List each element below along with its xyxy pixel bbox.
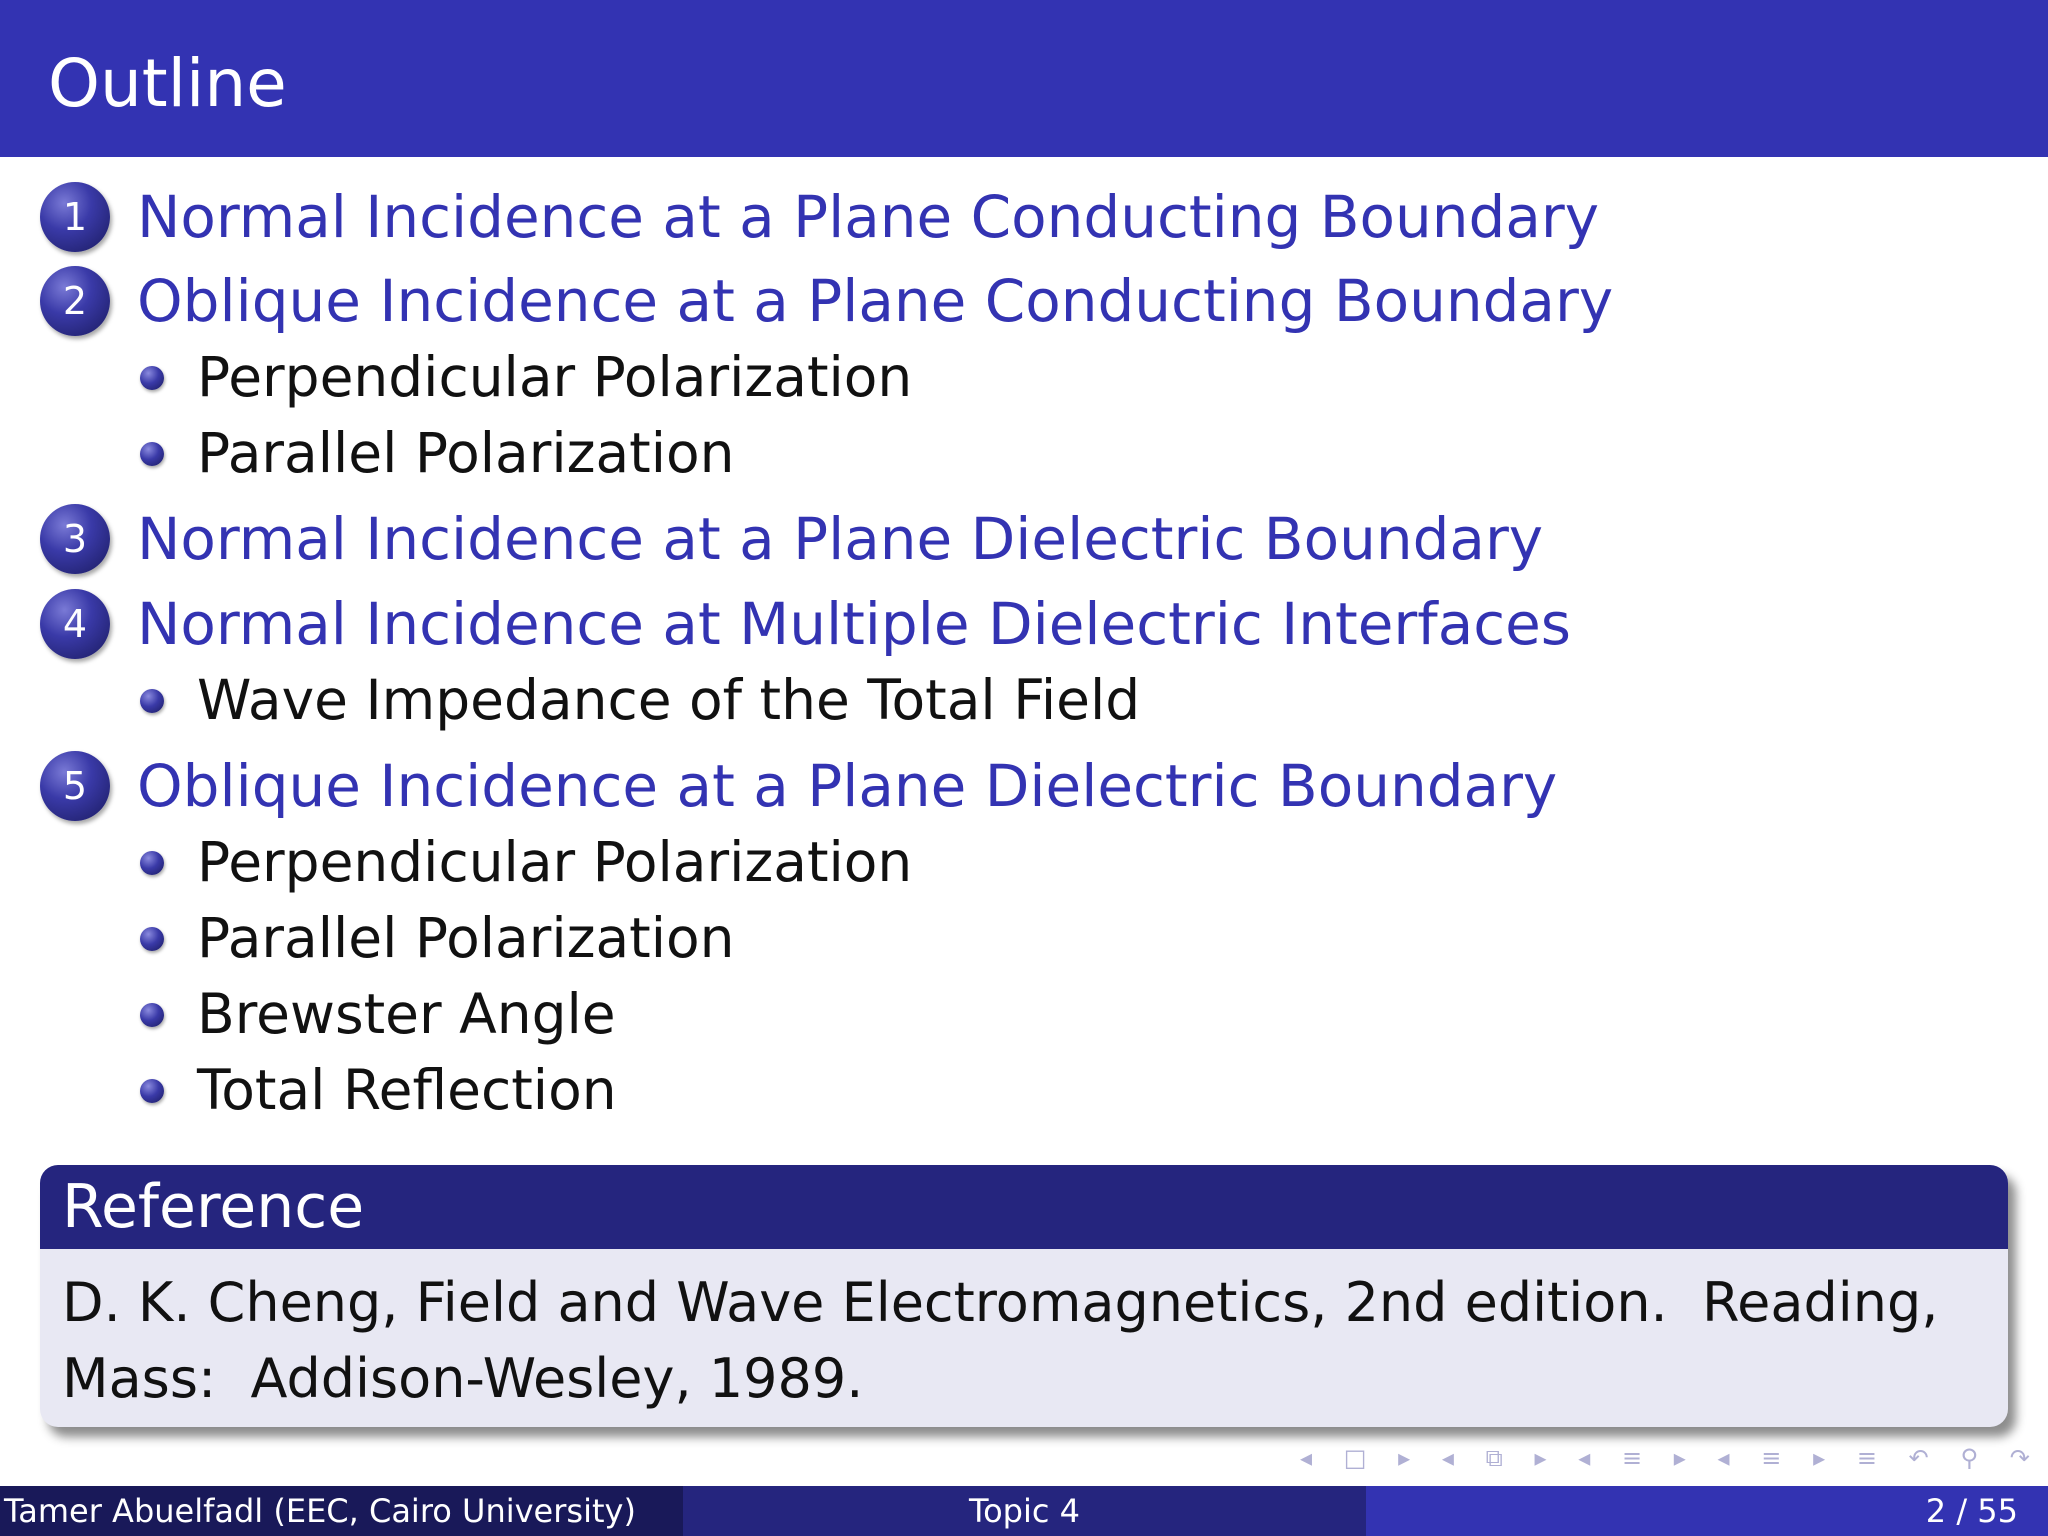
footer-bar bbox=[0, 1486, 2048, 1536]
section-number-ball: 2 bbox=[40, 266, 110, 336]
appendix-icon[interactable]: ≡ bbox=[1761, 1444, 1782, 1472]
bullet-icon bbox=[140, 689, 164, 713]
subsection-title[interactable]: Parallel Polarization bbox=[197, 906, 735, 970]
back-icon[interactable]: ↶ bbox=[1908, 1444, 1929, 1472]
reference-block bbox=[40, 1165, 2008, 1427]
footer-page-number: 2 / 55 bbox=[1366, 1486, 2048, 1536]
bullet-icon bbox=[140, 1003, 164, 1027]
subsection-title[interactable]: Brewster Angle bbox=[197, 982, 616, 1046]
reference-line-2: Mass: Addison-Wesley, 1989. bbox=[62, 1347, 864, 1410]
forward-icon[interactable]: ↷ bbox=[2009, 1444, 2030, 1472]
subsection-icon[interactable]: ⧉ bbox=[1485, 1444, 1503, 1472]
section-title[interactable]: Oblique Incidence at a Plane Dielectric Boundary bbox=[137, 752, 1558, 820]
section-title[interactable]: Oblique Incidence at a Plane Conducting Boundary bbox=[137, 267, 1614, 335]
footer-topic: Topic 4 bbox=[683, 1486, 1366, 1536]
subsection-title[interactable]: Total Reflection bbox=[197, 1058, 617, 1122]
section-icon[interactable]: ≡ bbox=[1621, 1444, 1643, 1472]
subsection-title[interactable]: Wave Impedance of the Total Field bbox=[197, 668, 1141, 732]
prev-section-icon[interactable]: ◂ bbox=[1578, 1444, 1591, 1472]
next-appendix-icon[interactable]: ▸ bbox=[1813, 1444, 1826, 1472]
section-number-ball: 4 bbox=[40, 589, 110, 659]
next-frame-icon[interactable]: ▸ bbox=[1398, 1444, 1411, 1472]
reference-block-header bbox=[40, 1165, 2008, 1249]
subsection-title[interactable]: Perpendicular Polarization bbox=[197, 345, 913, 409]
section-number-ball: 1 bbox=[40, 182, 110, 252]
next-subsection-icon[interactable]: ▸ bbox=[1534, 1444, 1547, 1472]
bullet-icon bbox=[140, 1079, 164, 1103]
subsection-title[interactable]: Perpendicular Polarization bbox=[197, 830, 913, 894]
bullet-icon bbox=[140, 927, 164, 951]
section-title[interactable]: Normal Incidence at a Plane Dielectric Boundary bbox=[137, 505, 1544, 573]
bullet-icon bbox=[140, 442, 164, 466]
reference-line-1: D. K. Cheng, Field and Wave Electromagnetics, 2nd edition. Reading, bbox=[62, 1271, 1939, 1334]
frame-icon[interactable]: □ bbox=[1343, 1444, 1367, 1472]
section-number-ball: 5 bbox=[40, 751, 110, 821]
section-number-ball: 3 bbox=[40, 504, 110, 574]
frame-title: Outline bbox=[48, 45, 287, 122]
beamer-navigation-symbols bbox=[1300, 1440, 2030, 1476]
next-section-icon[interactable]: ▸ bbox=[1673, 1444, 1686, 1472]
subsection-title[interactable]: Parallel Polarization bbox=[197, 421, 735, 485]
prev-subsection-icon[interactable]: ◂ bbox=[1441, 1444, 1454, 1472]
prev-appendix-icon[interactable]: ◂ bbox=[1717, 1444, 1730, 1472]
section-title[interactable]: Normal Incidence at a Plane Conducting Boundary bbox=[137, 183, 1600, 251]
bullet-icon bbox=[140, 366, 164, 390]
reference-body bbox=[62, 1265, 1962, 1417]
reference-heading: Reference bbox=[62, 1172, 365, 1242]
bullet-icon bbox=[140, 851, 164, 875]
footer-author: Tamer Abuelfadl (EEC, Cairo University) bbox=[0, 1486, 683, 1536]
search-icon[interactable]: ⚲ bbox=[1960, 1444, 1979, 1472]
align-icon[interactable]: ≡ bbox=[1856, 1444, 1877, 1472]
section-title[interactable]: Normal Incidence at Multiple Dielectric Interfaces bbox=[137, 590, 1572, 658]
frame-title-bar bbox=[0, 0, 2048, 157]
prev-frame-icon[interactable]: ◂ bbox=[1300, 1444, 1313, 1472]
